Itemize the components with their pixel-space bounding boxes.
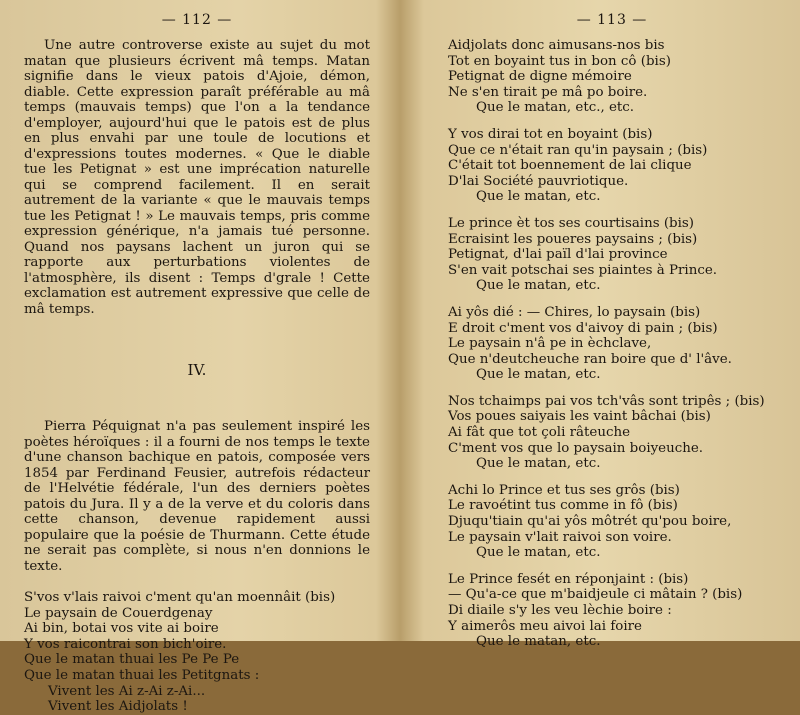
verse-line: Que le matan, etc. [476, 634, 601, 650]
stanza [448, 127, 776, 205]
verse-line: Y aimerôs meu aivoi lai foire [448, 618, 642, 634]
paragraph-text: Pierra Péquignat n'a pas seulement inspiré les poètes héroïques : il a fourni de nos temps le texte d'une chanson bachique en patois, composée vers 1854 par Ferdinand Feusier, autrefois rédacteur de l'Helvétie fédérale, l'un des derniers poètes patois du Jura. Il y a de la verve et du coloris dans cette chanson, devenue rapidement aussi populaire que la poésie de Thurmann. Cette étude ne serait pas complète, si nous n'en donnions le texte. [24, 419, 370, 574]
verse-line: Le Prince fesét en réponjaint : (bis) [448, 571, 689, 587]
verse-line: Ai bin, botai vos vite ai boire [24, 621, 219, 637]
verse-line: Y vos raicontrai son bich'oire. [24, 636, 227, 652]
verse-line: Ne s'en tirait pe mâ po boire. [448, 84, 648, 100]
song-verse [24, 590, 370, 715]
verse-line: Que le matan, etc. [476, 545, 601, 561]
verse-line: Petignat, d'lai païl d'lai province [448, 247, 668, 263]
page-number: — 112 — [161, 12, 233, 28]
verse-line: Que le matan, etc., etc. [476, 100, 635, 116]
verse-line: Que n'deutcheuche ran boire que d' l'âve. [448, 351, 732, 367]
verse-line: Tot en boyaint tus in bon cô (bis) [448, 53, 671, 69]
verse-line: Vos poues saiyais les vaint bâchai (bis) [448, 409, 711, 425]
paragraph-text: Une autre controverse existe au sujet du mot matan que plusieurs écrivent mâ temps. Matan signifie dans le vieux patois d'Ajoie, démon, diable. Cette expression paraît préférable au mâ temps (mauvais temps) que l'on a la tendance d'employer, aujourd'hui que le patois est de plus en plus envahi par une toule de locutions et d'expressions toutes modernes. « Que le diable tue les Petignat » est une imprécation naturelle qui se comprend facilement. Il en serait autrement de la variante « que le mauvais temps tue les Petignat ! » Le mauvais temps, pris comme expression générique, n'a jamais tué personne. Quand nos paysans lachent un juron qui se rapporte aux perturbations violentes de l'atmosphère, ils disent : Temps d'grale ! Cette exclamation est autrement expressive que celle de mâ temps. [24, 38, 370, 317]
verse-line: Ai fât que tot çoli râteuche [448, 425, 630, 441]
verse-line: Vivent les Ai z-Ai z-Ai... [48, 683, 206, 699]
verse-line: Que ce n'était ran qu'in paysain ; (bis) [448, 142, 708, 158]
verse-line: Djuqu'tiain qu'ai yôs môtrét qu'pou boire, [448, 514, 732, 530]
verse-line: Que le matan thuai les Petitgnats : [24, 667, 260, 683]
stanza [448, 394, 776, 472]
stanza [448, 305, 776, 383]
verse-line: Le paysain v'lait raivoi son voire. [448, 529, 672, 545]
right-page [410, 0, 800, 650]
verse-line: Ecraisint les poueres paysains ; (bis) [448, 231, 698, 247]
verse-line: Le paysain de Couerdgenay [24, 605, 213, 621]
verse-line: Que le matan, etc. [476, 278, 601, 294]
verse-line: C'ment vos que lo paysain boiyeuche. [448, 440, 704, 456]
verse-line: S'en vait potschai ses piaintes à Prince. [448, 262, 718, 278]
section-heading: IV. [187, 361, 207, 379]
verse-line: S'vos v'lais raivoi c'ment qu'an moennâit (bis) [24, 590, 336, 605]
verse-line: C'était tot boennement de lai clique [448, 158, 692, 174]
verse-line: Di diaile s'y les veu lèchie boire : [448, 603, 672, 618]
stanza [448, 38, 776, 116]
paragraph [24, 419, 370, 574]
verse-line: Y vos dirai tot en boyaint (bis) [448, 126, 653, 142]
verse-line: Le ravoétint tus comme in fô (bis) [448, 498, 678, 514]
verse-line: Que le matan thuai les Pe Pe Pe [24, 652, 240, 668]
verse-line: Achi lo Prince et tus ses grôs (bis) [448, 482, 680, 498]
verse-line: Ai yôs dié : — Chires, lo paysain (bis) [448, 304, 701, 320]
stanza [448, 483, 776, 561]
page-number: — 113 — [576, 12, 648, 28]
verse-line: D'lai Société pauvriotique. [448, 173, 629, 189]
verse-line: Nos tchaimps pai vos tch'vâs sont tripês ; (bis) [448, 393, 765, 409]
song-stanzas [448, 38, 776, 650]
verse-line: Que le matan, etc. [476, 189, 601, 205]
verse-line: Petignat de digne mémoire [448, 69, 632, 85]
paragraph [24, 38, 370, 317]
verse-line: Que le matan, etc. [476, 367, 601, 383]
verse-line: Vivent les Aidjolats ! [48, 699, 188, 715]
stanza [448, 572, 776, 650]
verse-line: Aidjolats donc aimusans-nos bis [448, 38, 665, 53]
verse-line: E droit c'ment vos d'aivoy di pain ; (bis) [448, 320, 718, 336]
verse-line: Que le matan, etc. [476, 456, 601, 472]
stanza [448, 216, 776, 294]
verse-line: — Qu'a-ce que m'baidjeule ci mâtain ? (bis) [448, 587, 743, 603]
verse-line: Le paysain n'â pe in èchclave, [448, 336, 652, 352]
verse-line: Le prince èt tos ses courtisains (bis) [448, 215, 695, 231]
